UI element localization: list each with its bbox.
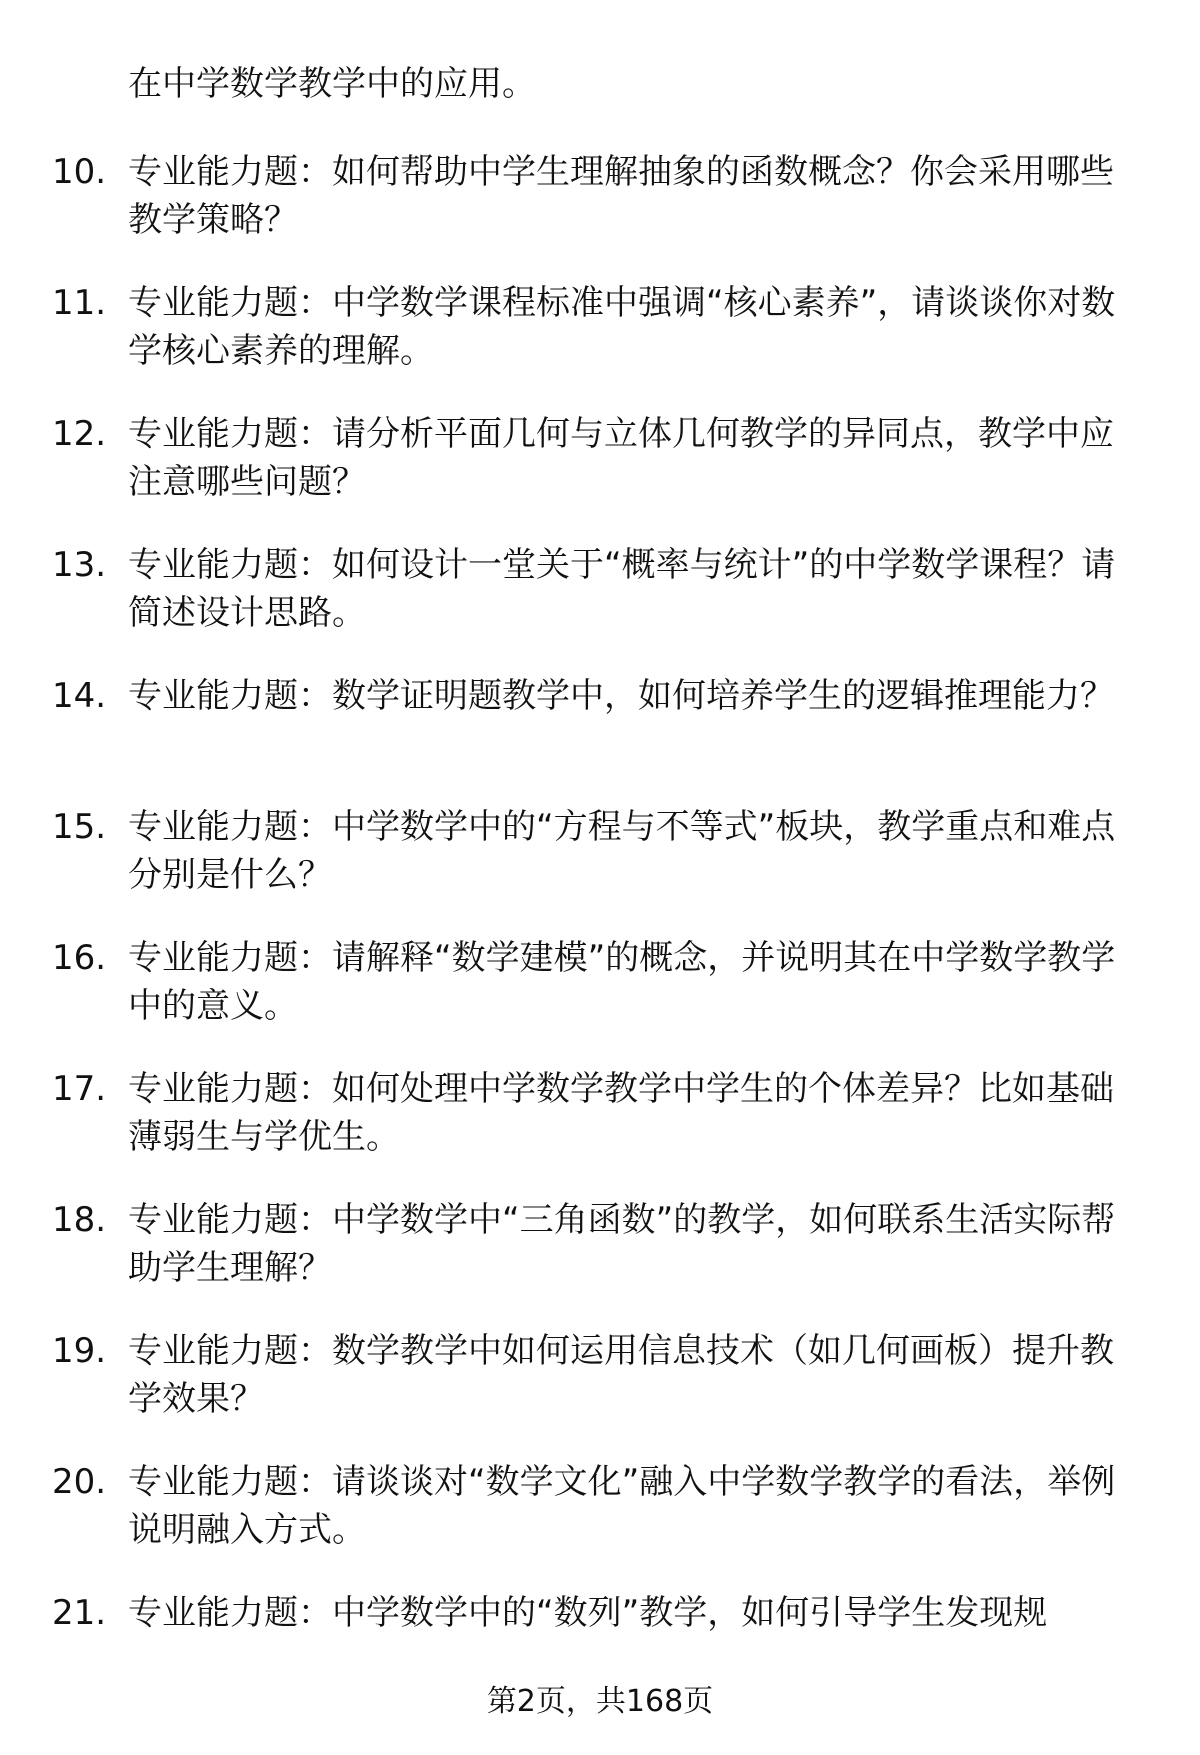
question-body: 如何设计一堂关于“概率与统计”的中学数学课程？请简述设计思路。: [128, 545, 1116, 633]
question-category: 专业能力题：: [128, 676, 332, 716]
list-item: [0, 803, 1200, 934]
list-item: [0, 410, 1200, 541]
question-text: [128, 1196, 1140, 1292]
question-text: [128, 148, 1140, 244]
question-category: 专业能力题：: [128, 545, 332, 585]
question-number: 16.: [52, 938, 107, 978]
question-number: 18.: [52, 1200, 107, 1240]
page-footer: 第2页，共168页: [486, 1684, 714, 1719]
list-item: [0, 279, 1200, 410]
question-text: [128, 1327, 1140, 1423]
question-number: 10.: [52, 152, 107, 192]
list-item: [0, 934, 1200, 1065]
question-number: 15.: [52, 807, 107, 847]
question-number: 11.: [52, 283, 107, 323]
question-body: 中学数学课程标准中强调“核心素养”，请谈谈你对数学核心素养的理解。: [128, 283, 1116, 371]
question-text: [128, 541, 1140, 637]
question-list: [0, 148, 1200, 1720]
question-body: 请解释“数学建模”的概念，并说明其在中学数学教学中的意义。: [128, 938, 1116, 1026]
question-number: 20.: [52, 1462, 107, 1502]
question-number: 13.: [52, 545, 107, 585]
question-category: 专业能力题：: [128, 807, 332, 847]
question-body: 请分析平面几何与立体几何教学的异同点，教学中应注意哪些问题？: [128, 414, 1114, 502]
list-item: [0, 1327, 1200, 1458]
question-text: [128, 1065, 1140, 1161]
question-text: [128, 934, 1140, 1030]
question-category: 专业能力题：: [128, 1200, 332, 1240]
list-item: [0, 148, 1200, 279]
question-text: [128, 1589, 1140, 1637]
question-category: 专业能力题：: [128, 1069, 332, 1109]
list-item: [0, 541, 1200, 672]
question-category: 专业能力题：: [128, 1593, 332, 1633]
continuation-text: 在中学数学教学中的应用。: [128, 64, 536, 104]
question-text: [128, 672, 1140, 720]
list-item: [0, 1458, 1200, 1589]
question-category: 专业能力题：: [128, 152, 332, 192]
question-body: 数学证明题教学中，如何培养学生的逻辑推理能力？: [332, 676, 1114, 716]
question-text: [128, 279, 1140, 375]
question-body: 如何处理中学数学教学中学生的个体差异？比如基础薄弱生与学优生。: [128, 1069, 1114, 1157]
question-body: 中学数学中“三角函数”的教学，如何联系生活实际帮助学生理解？: [128, 1200, 1116, 1288]
list-item: [0, 672, 1200, 803]
list-item: [0, 1065, 1200, 1196]
list-item: [0, 1196, 1200, 1327]
question-number: 21.: [52, 1593, 107, 1633]
question-text: [128, 803, 1140, 899]
question-text: [128, 1458, 1140, 1554]
question-text: [128, 410, 1140, 506]
question-body: 如何帮助中学生理解抽象的函数概念？你会采用哪些教学策略？: [128, 152, 1114, 240]
question-number: 19.: [52, 1331, 107, 1371]
question-number: 12.: [52, 414, 107, 454]
question-category: 专业能力题：: [128, 1462, 332, 1502]
question-category: 专业能力题：: [128, 1331, 332, 1371]
question-number: 14.: [52, 676, 107, 716]
question-number: 17.: [52, 1069, 107, 1109]
question-category: 专业能力题：: [128, 283, 332, 323]
question-body: 数学教学中如何运用信息技术（如几何画板）提升教学效果？: [128, 1331, 1114, 1419]
question-body: 请谈谈对“数学文化”融入中学数学教学的看法，举例说明融入方式。: [128, 1462, 1116, 1550]
question-body: 中学数学中的“数列”教学，如何引导学生发现规: [332, 1593, 1048, 1633]
question-body: 中学数学中的“方程与不等式”板块，教学重点和难点分别是什么？: [128, 807, 1116, 895]
question-category: 专业能力题：: [128, 414, 332, 454]
question-category: 专业能力题：: [128, 938, 332, 978]
